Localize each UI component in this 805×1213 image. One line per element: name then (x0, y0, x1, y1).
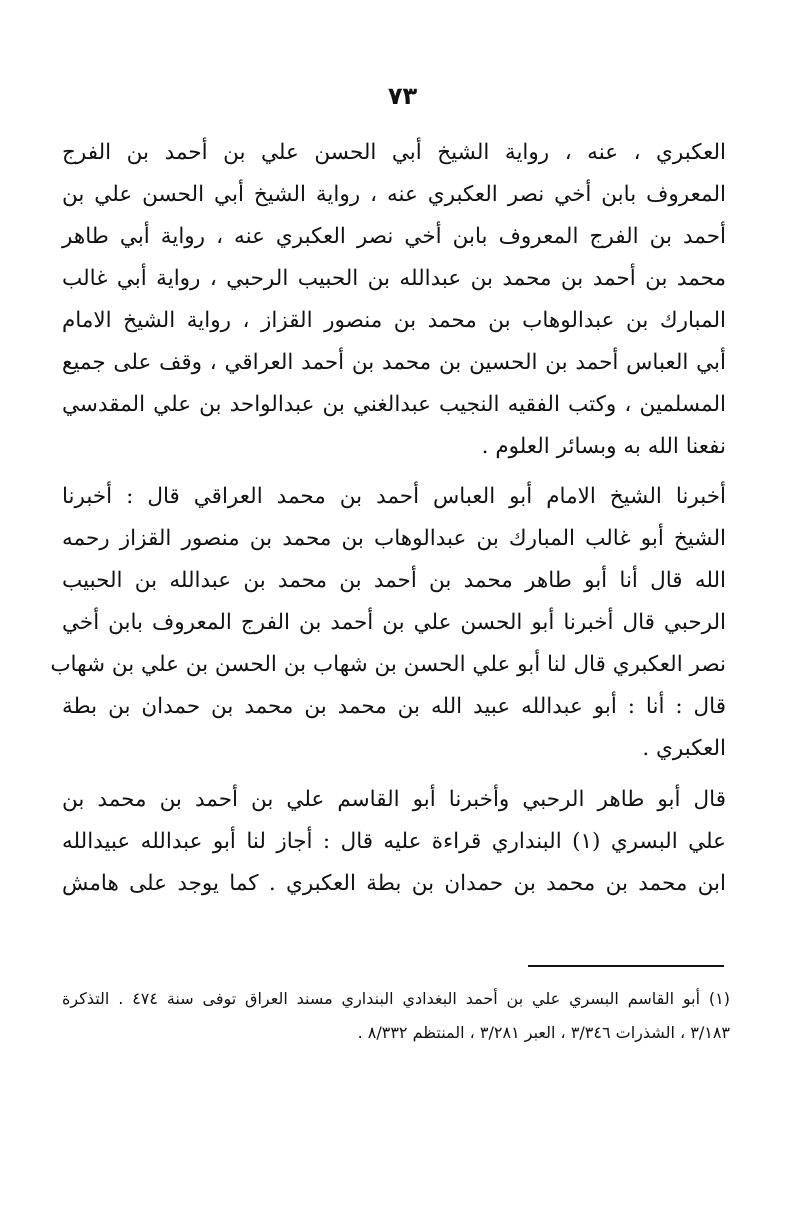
text-line: نصر العكبري قال لنا أبو علي الحسن بن شهاب بن الحسن بن علي بن شهاب (50, 652, 726, 677)
text-line: المعروف بابن أخي نصر العكبري عنه ، رواية الشيخ أبي الحسن علي بن (62, 182, 726, 207)
text-line: العكبري . (642, 736, 726, 761)
text-line: الله قال أنا أبو طاهر محمد بن أحمد بن محمد بن عبدالله بن الحبيب (62, 568, 726, 593)
footnote-line: ٣/١٨٣ ، الشذرات ٣/٣٤٦ ، العبر ٣/٢٨١ ، المنتظم ٨/٣٣٢ . (357, 1023, 730, 1042)
text-line: محمد بن أحمد بن محمد بن عبدالله بن الحبيب الرحبي ، رواية أبي غالب (62, 266, 726, 291)
text-line: الرحبي قال أخبرنا أبو الحسن علي بن أحمد بن الفرج المعروف بابن أخي (62, 610, 726, 635)
text-line: الشيخ أبو غالب المبارك بن عبدالوهاب بن محمد بن منصور القزاز رحمه (62, 526, 726, 551)
text-line: نفعنا الله به وبسائر العلوم . (481, 434, 726, 459)
footnote-divider (528, 965, 724, 967)
text-line: قال : أنا : أبو عبدالله عبيد الله بن محمد بن محمد بن حمدان بن بطة (62, 694, 726, 719)
text-line: أحمد بن الفرج المعروف بابن أخي نصر العكبري عنه ، رواية أبي طاهر (62, 224, 726, 249)
text-line: المبارك بن عبدالوهاب بن محمد بن منصور القزاز ، رواية الشيخ الامام (62, 308, 726, 333)
footnote-line: (١) أبو القاسم البسري علي بن أحمد البغدادي البنداري مسند العراق توفى سنة ٤٧٤ . التذكرة (62, 989, 730, 1008)
paragraph-2 (50, 476, 726, 770)
text-line: قال أبو طاهر الرحبي وأخبرنا أبو القاسم علي بن أحمد بن محمد بن (62, 787, 726, 812)
text-line: أخبرنا الشيخ الامام أبو العباس أحمد بن محمد العراقي قال : أخبرنا (62, 484, 726, 509)
text-line: المسلمين ، وكتب الفقيه النجيب عبدالغني بن عبدالواحد بن علي المقدسي (62, 392, 726, 417)
text-line: ابن محمد بن محمد بن حمدان بن بطة العكبري . كما يوجد على هامش (62, 871, 726, 896)
text-line: العكبري ، عنه ، رواية الشيخ أبي الحسن علي بن أحمد بن الفرج (62, 140, 726, 165)
footnotes (62, 982, 730, 1050)
paragraph-3 (62, 779, 726, 905)
paragraph-1 (62, 132, 726, 468)
text-line: أبي العباس أحمد بن الحسين بن محمد بن أحمد العراقي ، وقف على جميع (62, 350, 726, 375)
text-line: علي البسري (١) البنداري قراءة عليه قال : أجاز لنا أبو عبدالله عبيدالله (62, 829, 726, 854)
page-number: ٧٣ (387, 82, 418, 110)
